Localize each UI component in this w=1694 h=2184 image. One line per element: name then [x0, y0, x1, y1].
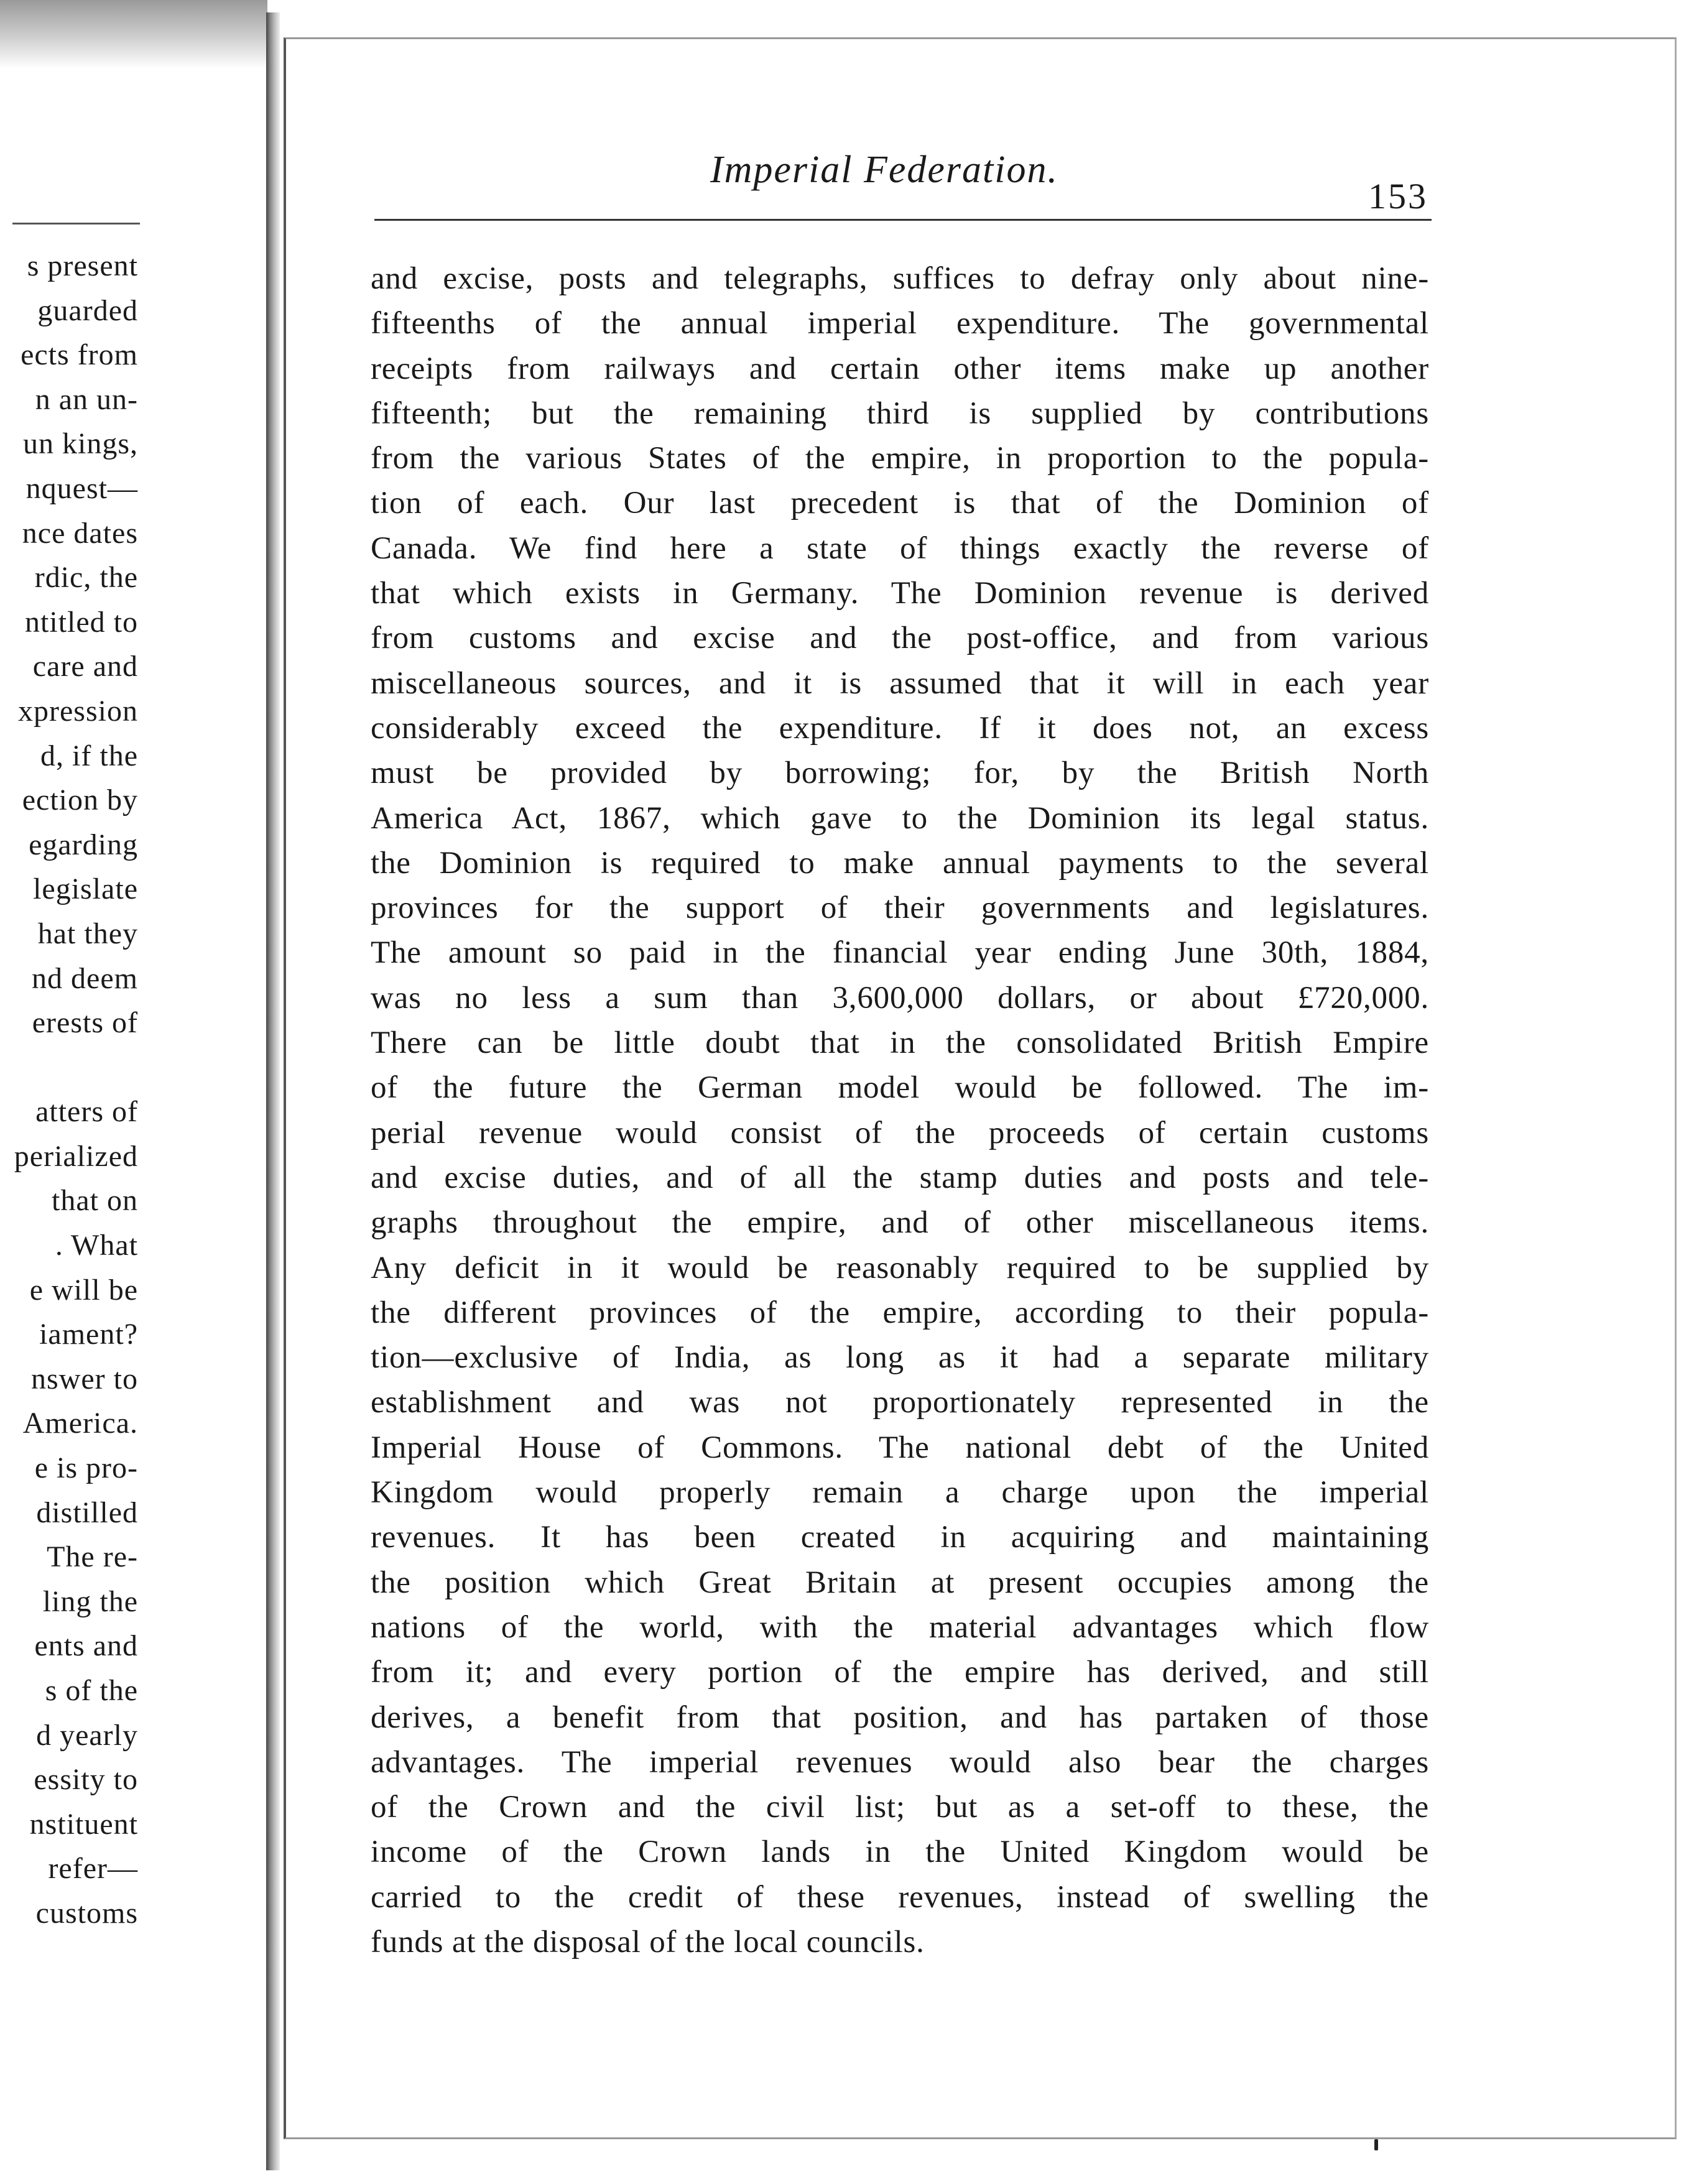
left-page-line: distilled: [36, 1496, 138, 1529]
left-page-line: customs: [35, 1896, 138, 1930]
left-page-line: America.: [22, 1407, 138, 1440]
header-rule: [374, 219, 1432, 221]
body-line: funds at the disposal of the local councils.: [371, 1924, 925, 1960]
left-page-line: that on: [52, 1184, 138, 1218]
left-page-line: nquest—: [25, 471, 138, 505]
left-page-line: care and: [32, 650, 138, 683]
body-line: fifteenths of the annual imperial expenditure. The governmental: [371, 306, 1429, 341]
body-line: the Dominion is required to make annual payments to the several: [371, 845, 1429, 881]
body-line: considerably exceed the expenditure. If it does not, an excess: [371, 710, 1429, 746]
left-page-line: ntitled to: [25, 605, 138, 639]
body-line: the position which Great Britain at present occupies among the: [371, 1565, 1429, 1600]
left-page-line: d yearly: [36, 1718, 138, 1752]
body-line: provinces for the support of their governments and legislatures.: [371, 891, 1429, 926]
left-page-line: ects from: [21, 338, 138, 372]
body-line: Kingdom would properly remain a charge upon the imperial: [371, 1475, 1429, 1511]
left-page-line: . What: [55, 1229, 138, 1262]
left-page-line: perialized: [14, 1139, 138, 1173]
body-line: of the future the German model would be followed. The im-: [371, 1070, 1429, 1106]
left-page-line: nd deem: [32, 961, 138, 995]
left-page-line: nswer to: [31, 1362, 138, 1395]
body-line: and excise, posts and telegraphs, suffices to defray only about nine-: [371, 261, 1429, 296]
left-page-line: erests of: [32, 1006, 138, 1040]
body-line: from customs and excise and the post-office, and from various: [371, 621, 1429, 656]
left-page-line: e is pro-: [34, 1451, 138, 1485]
left-page-line: n an un-: [35, 382, 138, 416]
left-page-line: guarded: [37, 294, 138, 327]
left-page-line: s present: [27, 249, 138, 282]
left-page-rule: [12, 223, 140, 224]
body-line: income of the Crown lands in the United Kingdom would be: [371, 1835, 1429, 1870]
left-page: [0, 68, 266, 2170]
left-page-line: ection by: [22, 784, 138, 817]
scan-speck: [1374, 2139, 1378, 2150]
left-page-line: egarding: [29, 828, 138, 861]
body-line: There can be little doubt that in the consolidated British Empire: [371, 1025, 1429, 1061]
left-page-line: [0, 1045, 138, 1090]
left-page-line: hat they: [37, 917, 138, 950]
body-text: [371, 256, 1429, 1964]
left-page-line: legislate: [33, 872, 138, 906]
left-page-line: nstituent: [29, 1807, 138, 1841]
body-line: receipts from railways and certain other items make up another: [371, 351, 1429, 386]
body-line: nations of the world, with the material advantages which flow: [371, 1609, 1429, 1645]
body-line: The amount so paid in the financial year ending June 30th, 1884,: [371, 935, 1429, 971]
page-number: 153: [1368, 176, 1428, 216]
left-page-line: nce dates: [22, 516, 138, 550]
left-page-line: refer—: [48, 1852, 138, 1886]
body-line: graphs throughout the empire, and of other miscellaneous items.: [371, 1205, 1429, 1241]
left-page-line: d, if the: [40, 739, 138, 772]
left-page-line: ling the: [42, 1585, 138, 1618]
left-page-line: ents and: [34, 1629, 138, 1663]
body-line: was no less a sum than 3,600,000 dollars, or about £720,000.: [371, 980, 1429, 1016]
body-line: tion—exclusive of India, as long as it had a separate military: [371, 1340, 1429, 1376]
body-line: of the Crown and the civil list; but as a set-off to these, the: [371, 1790, 1429, 1825]
body-line: from the various States of the empire, in proportion to the popula-: [371, 441, 1429, 476]
book-gutter: [266, 12, 280, 2170]
body-line: Imperial House of Commons. The national debt of the United: [371, 1430, 1429, 1465]
body-line: revenues. It has been created in acquiring and maintaining: [371, 1520, 1429, 1555]
body-line: derives, a benefit from that position, and has partaken of those: [371, 1700, 1429, 1735]
body-line: and excise duties, and of all the stamp duties and posts and tele-: [371, 1160, 1429, 1195]
body-line: establishment and was not proportionately represented in the: [371, 1385, 1429, 1420]
body-line: advantages. The imperial revenues would also bear the charges: [371, 1744, 1429, 1780]
body-line: must be provided by borrowing; for, by the British North: [371, 756, 1429, 791]
left-page-line: xpression: [18, 694, 138, 728]
body-line: carried to the credit of these revenues, instead of swelling the: [371, 1879, 1429, 1915]
body-line: fifteenth; but the remaining third is supplied by contributions: [371, 396, 1429, 431]
left-page-line: essity to: [34, 1763, 138, 1797]
body-line: from it; and every portion of the empire has derived, and still: [371, 1655, 1429, 1690]
left-page-line: The re-: [47, 1540, 138, 1574]
left-page-text: [0, 244, 138, 1936]
body-line: perial revenue would consist of the proceeds of certain customs: [371, 1115, 1429, 1150]
body-line: Any deficit in it would be reasonably required to be supplied by: [371, 1250, 1429, 1285]
left-page-line: s of the: [45, 1674, 138, 1707]
body-line: that which exists in Germany. The Dominion revenue is derived: [371, 576, 1429, 611]
left-page-line: iament?: [39, 1318, 138, 1351]
body-line: miscellaneous sources, and it is assumed that it will in each year: [371, 665, 1429, 701]
body-line: Canada. We find here a state of things exactly the reverse of: [371, 530, 1429, 566]
running-head: Imperial Federation.: [710, 149, 1059, 191]
body-line: America Act, 1867, which gave to the Dominion its legal status.: [371, 800, 1429, 836]
left-page-line: atters of: [35, 1095, 138, 1129]
left-page-line: un kings,: [22, 427, 138, 461]
left-page-line: e will be: [29, 1273, 138, 1307]
body-line: tion of each. Our last precedent is that of the Dominion of: [371, 486, 1429, 521]
body-line: the different provinces of the empire, according to their popula-: [371, 1295, 1429, 1330]
left-page-top-edge: [0, 0, 267, 68]
left-page-line: rdic, the: [34, 561, 138, 595]
